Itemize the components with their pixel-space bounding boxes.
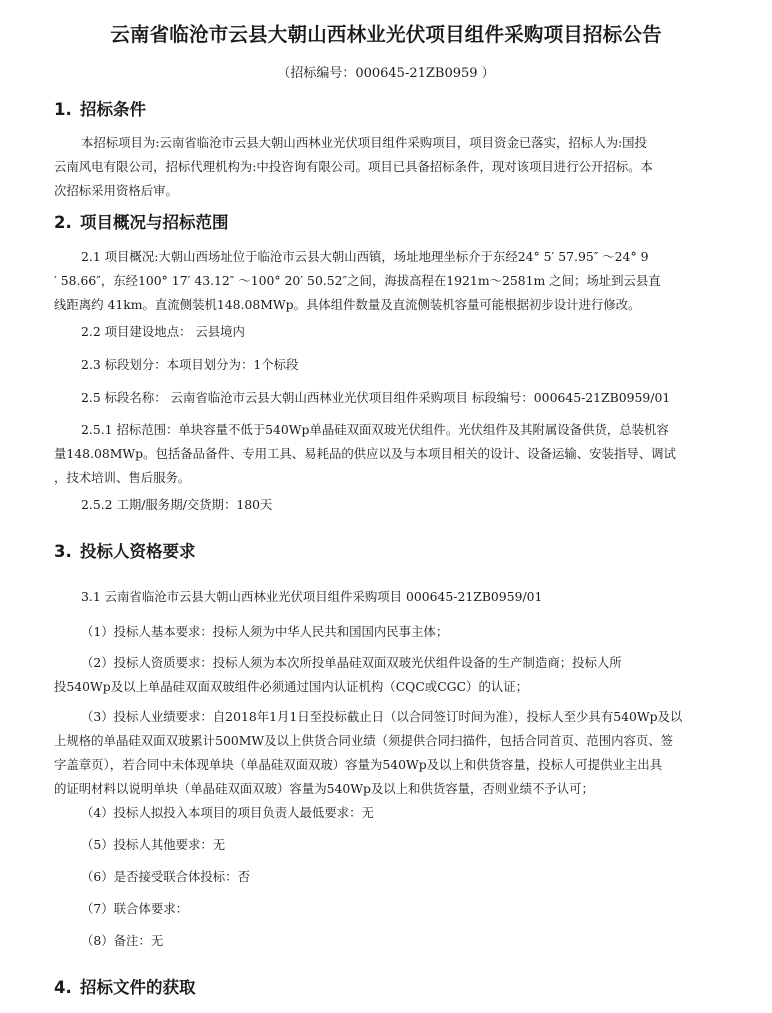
paragraph-line: 投540Wp及以上单晶硅双面双玻组件必须通过国内认证机构（CQC或CGC）的认证； [54,679,529,694]
paragraph-line: ′ 58.66″，东经100° 17′ 43.12″ ～100° 20′ 50.52″之间，海拔高程在1921m～2581m 之间；场址到云县直 [54,273,661,288]
req-basic: （1）投标人基本要求：投标人须为中华人民共和国国内民事主体； [81,624,449,639]
paragraph-line: 云南风电有限公司，招标代理机构为:中投咨询有限公司。项目已具备招标条件，现对该项目进行公开招标。本 [54,159,653,174]
delivery-schedule: 2.5.2 工期/服务期/交货期：180天 [81,497,273,512]
section-4-heading [54,976,196,1000]
paragraph-line: 上规格的单晶硅双面双玻累计500MW及以上供货合同业绩（须提供合同扫描件，包括合同首页、范围内容页、签 [54,733,674,748]
req-consortium-requirements: （7）联合体要求： [81,901,189,916]
section-number: 3. [54,542,72,561]
lot-name: 2.5 标段名称： 云南省临沧市云县大朝山西林业光伏项目组件采购项目 标段编号：000645-21ZB0959/01 [81,390,671,405]
paragraph-line: 2.5.1 招标范围：单块容量不低于540Wp单晶硅双面双玻光伏组件。光伏组件及其附属设备供货，总装机容 [81,422,669,437]
qualification-lot-ref: 3.1 云南省临沧市云县大朝山西林业光伏项目组件采购项目 000645-21ZB0959/01 [81,589,543,604]
paragraph-line: ，技术培训、售后服务。 [54,470,191,485]
req-performance-paragraph [54,705,735,801]
tender-number: （招标编号：000645-21ZB0959 ） [277,66,495,81]
paragraph-line: 2.1 项目概况:大朝山西场址位于临沧市云县大朝山西镇，场址地理坐标介于东经24° 5′ 57.95″ ～24° 9 [81,249,649,264]
page-title: 云南省临沧市云县大朝山西林业光伏项目组件采购项目招标公告 [110,23,662,46]
project-location: 2.2 项目建设地点： 云县境内 [81,324,245,339]
paragraph-line: 的证明材料以说明单块（单晶硅双面双玻）容量为540Wp及以上和供货容量，否则业绩不予认可； [54,781,594,796]
section-1-heading [54,98,146,122]
section-number: 4. [54,978,72,997]
section-title: 项目概况与招标范围 [80,213,229,232]
paragraph-line: （3）投标人业绩要求：自2018年1月1日至投标截止日（以合同签订时间为准），投标人至少具有540Wp及以 [81,709,683,724]
paragraph-line: （2）投标人资质要求：投标人须为本次所投单晶硅双面双玻光伏组件设备的生产制造商；投标人所 [81,655,622,670]
tender-scope-paragraph [54,418,735,490]
paragraph-line: 本招标项目为:云南省临沧市云县大朝山西林业光伏项目组件采购项目，项目资金已落实，招标人为:国投 [81,135,647,150]
section-number: 1. [54,100,72,119]
section-number: 2. [54,213,72,232]
section-2-heading [54,211,229,235]
paragraph-line: 字盖章页），若合同中未体现单块（单晶硅双面双玻）容量为540Wp及以上和供货容量，投标人可提供业主出具 [54,757,663,772]
section-title: 招标条件 [80,100,146,119]
req-note: （8）备注：无 [81,933,164,948]
lot-division: 2.3 标段划分：本项目划分为：1个标段 [81,357,299,372]
req-other: （5）投标人其他要求：无 [81,837,226,852]
paragraph-line: 量148.08MWp。包括备品备件、专用工具、易耗品的供应以及与本项目相关的设计、设备运输、安装指导、调试 [54,446,676,461]
project-overview-paragraph [54,245,735,317]
paragraph-line: 线距离约 41km。直流侧装机148.08MWp。具体组件数量及直流侧装机容量可能根据初步设计进行修改。 [54,297,641,312]
req-qualification-paragraph [54,651,735,699]
section-1-paragraph [54,131,735,203]
req-project-manager: （4）投标人拟投入本项目的项目负责人最低要求：无 [81,805,374,820]
section-title: 投标人资格要求 [80,542,196,561]
section-3-heading [54,540,196,564]
section-title: 招标文件的获取 [80,978,196,997]
req-consortium: （6）是否接受联合体投标：否 [81,869,250,884]
paragraph-line: 次招标采用资格后审。 [54,183,178,198]
